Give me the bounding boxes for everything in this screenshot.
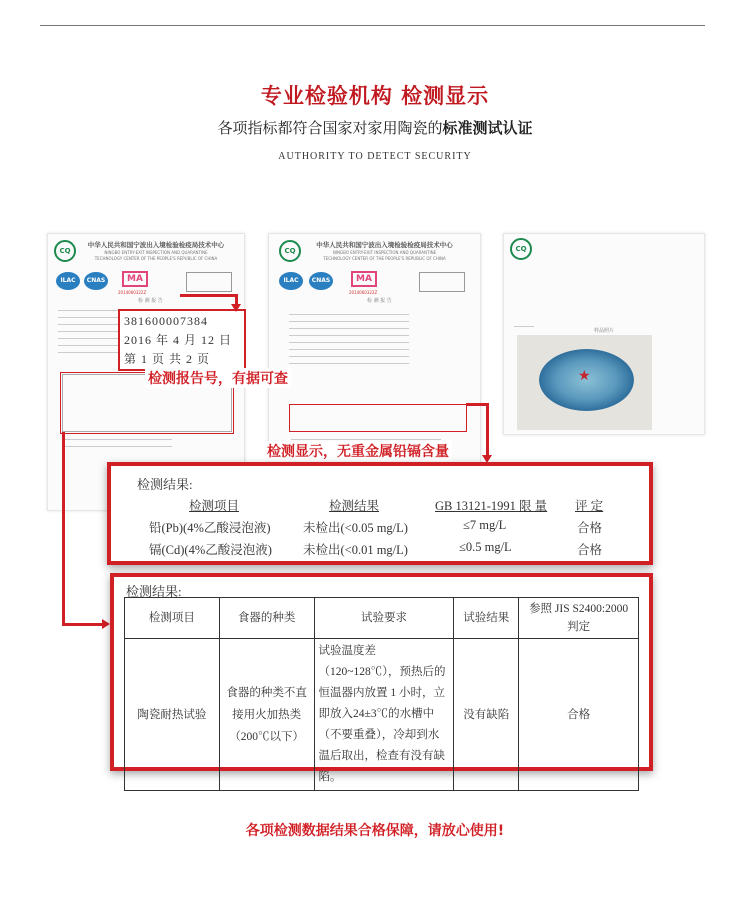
report-number-box xyxy=(634,270,680,290)
doc-footer-lines xyxy=(62,439,172,453)
cell-item: 镉(Cd)(4%乙酸浸泡液) xyxy=(149,543,272,557)
heat-resistance-table xyxy=(124,597,639,791)
report-pages: 第 1 页 共 2 页 xyxy=(124,352,211,366)
subtitle-emphasis: 标准测试认证 xyxy=(442,119,533,137)
cell-limit: ≤0.5 mg/L xyxy=(459,540,512,554)
doc1-header: 中华人民共和国宁波出入境检验检疫局技术中心 xyxy=(87,241,225,249)
doc1-header-en: NINGBO ENTRY-EXIT INSPECTION AND QUARANTINE xyxy=(104,250,208,255)
cqc-logo-icon: CQ xyxy=(279,240,301,262)
cnas-logo-icon: ILAC xyxy=(56,272,80,290)
table-row xyxy=(125,639,639,791)
cqc-logo-icon: CQ xyxy=(510,238,532,260)
col-result: 检测结果 xyxy=(329,499,380,513)
col-verdict: 评 定 xyxy=(575,499,604,513)
connector-line xyxy=(466,403,488,406)
page-subtitle xyxy=(0,117,750,138)
cnas-logo-icon: CNAS xyxy=(84,272,108,290)
cell-verdict: 合格 xyxy=(577,521,603,535)
top-divider xyxy=(40,25,705,26)
col-item: 检测项目 xyxy=(189,499,240,513)
cnas-logo-icon: ILAC xyxy=(279,272,303,290)
doc-text-lines xyxy=(514,326,534,333)
cell-verdict: 合格 xyxy=(577,543,603,557)
cnas-logo-icon: CNAS xyxy=(309,272,333,290)
doc2-header-en2: TECHNOLOGY CENTER OF THE PEOPLE'S REPUBLIC OF CHINA xyxy=(323,256,446,261)
connector-line xyxy=(62,432,65,626)
arrow-down-icon xyxy=(231,304,241,312)
heat-resistance-results-panel xyxy=(110,573,653,783)
page-title: 专业检验机构 检测显示 xyxy=(260,84,490,108)
col-limit: GB 13121-1991 限 量 xyxy=(435,499,548,513)
arrow-right-icon xyxy=(102,619,110,629)
connector-line xyxy=(486,403,489,455)
results-heading: 检测结果: xyxy=(126,584,182,599)
ma-logo-icon: MA xyxy=(351,271,377,287)
col-verdict: 参照 JIS S2400:2000 判定 xyxy=(519,598,639,639)
lead-cadmium-results-panel xyxy=(107,462,653,565)
doc2-header: 中华人民共和国宁波出入境检验检疫局技术中心 xyxy=(316,241,453,249)
report-number: 381600007384 xyxy=(124,314,208,328)
cell-requirement: 试验温度差（120~128℃），预热后的恒温器内放置 1 小时，立即放入24±3℃的水槽中（不要重叠），冷却到水温后取出，检查有没有缺陷。 xyxy=(314,639,454,791)
heavy-metal-callout: 检测显示，无重金属铅镉含量 xyxy=(264,441,452,461)
report-title: 检 测 报 告 xyxy=(138,298,163,304)
cell-item: 铅(Pb)(4%乙酸浸泡液) xyxy=(149,521,271,535)
cell-result: 没有缺陷 xyxy=(454,639,519,791)
doc1-header-en2: TECHNOLOGY CENTER OF THE PEOPLE'S REPUBLIC OF CHINA xyxy=(94,256,218,261)
ma-logo-icon: MA xyxy=(122,271,148,287)
cell-verdict: 合格 xyxy=(519,639,639,791)
cell-result: 未检出(<0.05 mg/L) xyxy=(303,521,408,535)
star-icon: ★ xyxy=(578,368,591,384)
doc-text-lines xyxy=(58,310,118,359)
subtitle-text: 各项指标都符合国家对家用陶瓷的 xyxy=(217,119,443,137)
col-type: 食器的种类 xyxy=(219,598,314,639)
cell-limit: ≤7 mg/L xyxy=(463,518,507,532)
report-number-zoom xyxy=(118,309,246,371)
cell-type: 食器的种类不直接用火加热类（200℃以下） xyxy=(219,639,314,791)
doc2-header-en: NINGBO ENTRY-EXIT INSPECTION AND QUARANTINE xyxy=(332,250,437,255)
lead-cadmium-highlight xyxy=(289,404,467,432)
report-number-box xyxy=(419,272,465,292)
col-requirement: 试验要求 xyxy=(314,598,454,639)
doc-text-lines xyxy=(289,314,409,370)
inspection-report-page-2 xyxy=(268,233,481,466)
cqc-logo-icon: CQ xyxy=(54,240,76,262)
cell-item: 陶瓷耐热试验 xyxy=(125,639,220,791)
table-header-row xyxy=(125,598,639,639)
report-number-box xyxy=(186,272,232,292)
bottom-note: 各项检测数据结果合格保障，请放心使用! xyxy=(245,823,505,839)
col-item: 检测项目 xyxy=(125,598,220,639)
cert-code: 2014060322Z xyxy=(118,290,147,295)
plate-photo xyxy=(517,335,652,430)
report-date: 2016 年 4 月 12 日 xyxy=(124,333,233,347)
cell-result: 未检出(<0.01 mg/L) xyxy=(303,543,408,557)
connector-line xyxy=(62,623,104,626)
report-number-callout: 检测报告号，有据可查 xyxy=(145,368,291,388)
connector-line xyxy=(180,294,238,297)
cert-code: 2014060322Z xyxy=(349,290,378,295)
report-title: 检 测 报 告 xyxy=(367,298,392,304)
results-heading: 检测结果: xyxy=(137,477,193,492)
col-result: 试验结果 xyxy=(454,598,519,639)
plate-caption: 样品照片 xyxy=(594,328,615,334)
english-tagline: AUTHORITY TO DETECT SECURITY xyxy=(278,151,472,162)
